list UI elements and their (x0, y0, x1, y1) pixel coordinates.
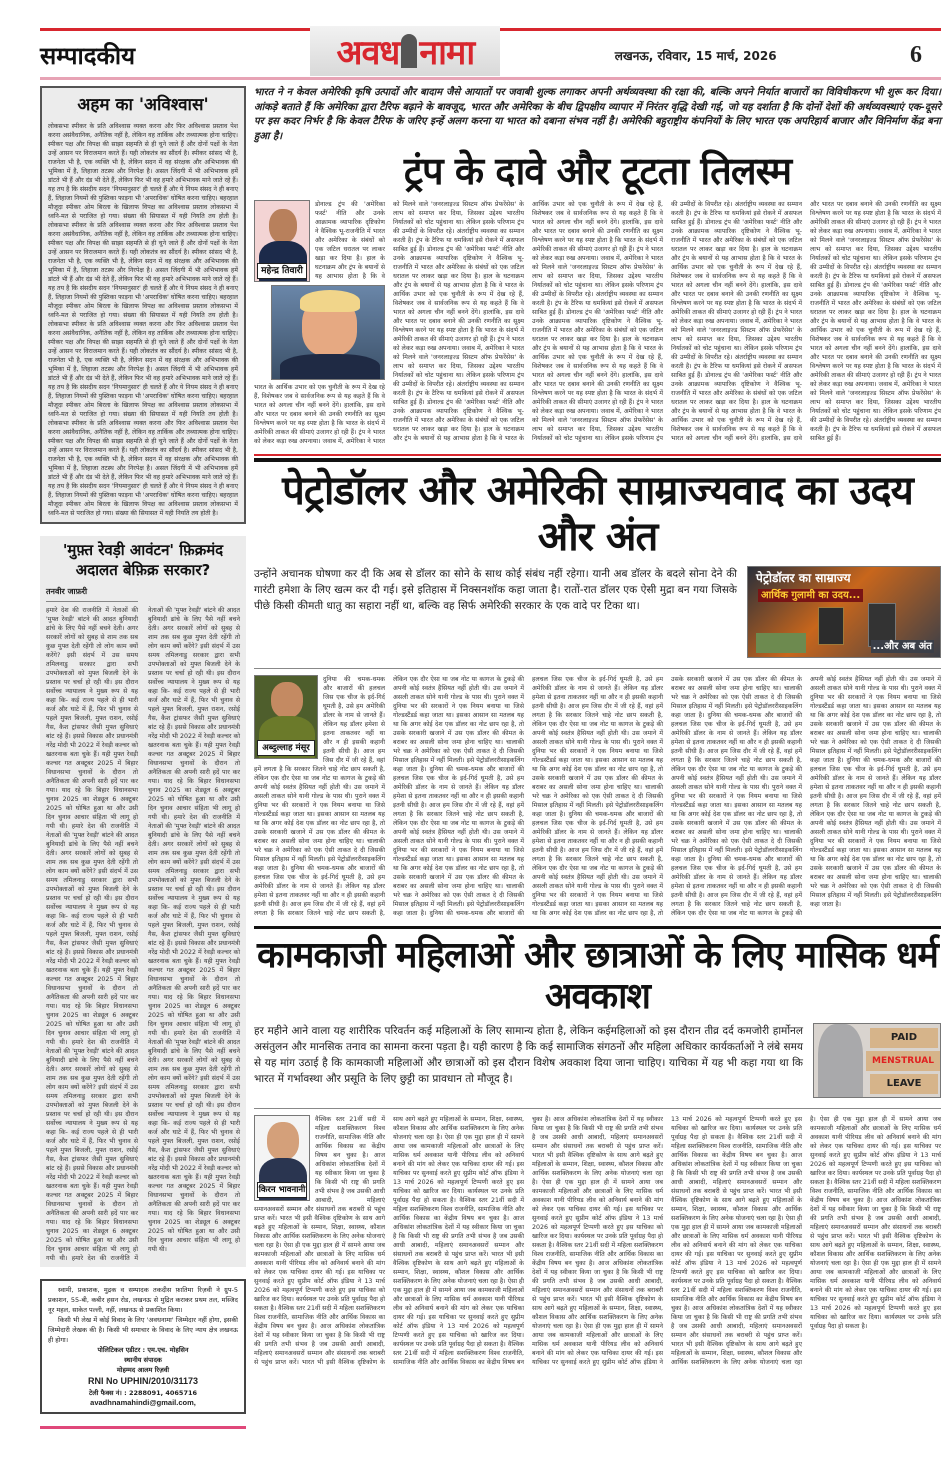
leave-intro: हर महीने आने वाला यह शारीरिक परिवर्तन कई महिलाओं के लिए सामान्य होता है, लेकिन कईमहिलाओं को इस दौरान तीव्र दर्द कमजोरी हार्मोनल असंतुलन और मानसिक तनाव का सामना करना पड़ता है। यही कारण है कि कई सामाजिक संगठनों और महिला अधिकार कार्यकर्ताओं ने लंबे समय से यह मांग उठाई है कि कामकाजी महिलाओं और छात्राओं को इस दौरान विशेष अवकाश दिया जाना चाहिए। याचिका में यह भी कहा गया था कि भारत में गर्भावस्था और प्रसूति के लिए छुट्टी का प्रावधान तो मौजूद है। (254, 1025, 803, 1086)
trump-body: डोनाल्ड ट्रंप की 'अमेरिका फर्स्ट' नीति और उनके आक्रामक व्यापारिक दृष्टिकोण ने वैश्विक भू-राजनीति में भारत और अमेरिका के संबंधों को एक जटिल धरातल पर लाकर खड़ा कर दिया है। हाल के घटनाक्रम और ट्रंप के बयानों से यह आभास होता है कि वे भारत के आर्थिक उभार को एक चुनौती के रूप में देख रहे हैं, विशेषकर जब वे सार्वजनिक रूप से यह कहते हैं कि वे भारत को अगला चीन नहीं बनने देंगे। हालांकि, इस दावे और भारत पर दबाव बनाने की उनकी रणनीति का सूक्ष्म विश्लेषण करने पर यह स्पष्ट होता है कि भारत के संदर्भ में अमेरिकी ताकत की सीमाएं उजागर हो रही हैं। ट्रंप ने भारत को लेकर कड़ा रुख अपनाया। जवाब में, अमेरिका ने भारत को मिलने वाले 'जनरलाइज्ड सिस्टम ऑफ प्रेफरेंसेस' के लाभ को समाप्त कर दिया, जिसका उद्देश्य भारतीय निर्यातकों को चोट पहुंचाना था। लेकिन इसके परिणाम ट्रंप की उम्मीदों के विपरीत रहे। अंतर्राष्ट्रीय व्यवस्था का सम्मान करती है। ट्रंप के टैरिफ या धमकियां इसे रोकने में असफल साबित हुई हैं। डोनाल्ड ट्रंप की 'अमेरिका फर्स्ट' नीति और उनके आक्रामक व्यापारिक दृष्टिकोण ने वैश्विक भू-राजनीति में भारत और अमेरिका के संबंधों को एक जटिल धरातल पर लाकर खड़ा कर दिया है। हाल के घटनाक्रम और ट्रंप के बयानों से यह आभास होता है कि वे भारत के आर्थिक उभार को एक चुनौती के रूप में देख रहे हैं, विशेषकर जब वे सार्वजनिक रूप से यह कहते हैं कि वे भारत को अगला चीन नहीं बनने देंगे। हालांकि, इस दावे और भारत पर दबाव बनाने की उनकी रणनीति का सूक्ष्म विश्लेषण करने पर यह स्पष्ट होता है कि भारत के संदर्भ में अमेरिकी ताकत की सीमाएं उजागर हो रही हैं। ट्रंप ने भारत को लेकर कड़ा रुख अपनाया। जवाब में, अमेरिका ने भारत को मिलने वाले 'जनरलाइज्ड सिस्टम ऑफ प्रेफरेंसेस' के लाभ को समाप्त कर दिया, जिसका उद्देश्य भारतीय निर्यातकों को चोट पहुंचाना था। लेकिन इसके परिणाम ट्रंप की उम्मीदों के विपरीत रहे। अंतर्राष्ट्रीय व्यवस्था का सम्मान करती है। ट्रंप के टैरिफ या धमकियां इसे रोकने में असफल साबित हुई हैं। डोनाल्ड ट्रंप की 'अमेरिका फर्स्ट' नीति और उनके आक्रामक व्यापारिक दृष्टिकोण ने वैश्विक भू-राजनीति में भारत और अमेरिका के संबंधों को एक जटिल धरातल पर लाकर खड़ा कर दिया है। हाल के घटनाक्रम और ट्रंप के बयानों से यह आभास होता है कि वे भारत के आर्थिक उभार को एक चुनौती के रूप में देख रहे हैं, विशेषकर जब वे सार्वजनिक रूप से यह कहते हैं कि वे भारत को अगला चीन नहीं बनने देंगे। हालांकि, इस दावे और भारत पर दबाव बनाने की उनकी रणनीति का सूक्ष्म विश्लेषण करने पर यह स्पष्ट होता है कि भारत के संदर्भ में अमेरिकी ताकत की सीमाएं उजागर हो रही हैं। ट्रंप ने भारत को लेकर कड़ा रुख अपनाया। जवाब में, अमेरिका ने भारत को मिलने वाले 'जनरलाइज्ड सिस्टम ऑफ प्रेफरेंसेस' के लाभ को समाप्त कर दिया, जिसका उद्देश्य भारतीय निर्यातकों को चोट पहुंचाना था। लेकिन इसके परिणाम ट्रंप की उम्मीदों के विपरीत रहे। अंतर्राष्ट्रीय व्यवस्था का सम्मान करती है। ट्रंप के टैरिफ या धमकियां इसे रोकने में असफल साबित हुई हैं। डोनाल्ड ट्रंप की 'अमेरिका फर्स्ट' नीति और उनके आक्रामक व्यापारिक दृष्टिकोण ने वैश्विक भू-राजनीति में भारत और अमेरिका के संबंधों को एक जटिल धरातल पर लाकर खड़ा कर दिया है। हाल के घटनाक्रम और ट्रंप के बयानों से यह आभास होता है कि वे भारत के आर्थिक उभार को एक चुनौती के रूप में देख रहे हैं, विशेषकर जब वे सार्वजनिक रूप से यह कहते हैं कि वे भारत को अगला चीन नहीं बनने देंगे। हालांकि, इस दावे और भारत पर दबाव बनाने की उनकी रणनीति का सूक्ष्म विश्लेषण करने पर यह स्पष्ट होता है कि भारत के संदर्भ में अमेरिकी ताकत की सीमाएं उजागर हो रही हैं। ट्रंप ने भारत को लेकर कड़ा रुख अपनाया। जवाब में, अमेरिका ने भारत को मिलने वाले 'जनरलाइज्ड सिस्टम ऑफ प्रेफरेंसेस' के लाभ को समाप्त कर दिया, जिसका उद्देश्य भारतीय निर्यातकों को चोट पहुंचाना था। लेकिन इसके परिणाम ट्रंप की उम्मीदों के विपरीत रहे। अंतर्राष्ट्रीय व्यवस्था का सम्मान करती है। ट्रंप के टैरिफ या धमकियां इसे रोकने में असफल साबित हुई हैं। डोनाल्ड ट्रंप की 'अमेरिका फर्स्ट' नीति और उनके आक्रामक व्यापारिक दृष्टिकोण ने वैश्विक भू-राजनीति में भारत और अमेरिका के संबंधों को एक जटिल धरातल पर लाकर खड़ा कर दिया है। हाल के घटनाक्रम और ट्रंप के बयानों से यह आभास होता है कि वे भारत के आर्थिक उभार को एक चुनौती के रूप में देख रहे हैं, विशेषकर जब वे सार्वजनिक रूप से यह कहते हैं कि वे भारत को अगला चीन नहीं बनने देंगे। हालांकि, इस दावे और भारत पर दबाव बनाने की उनकी रणनीति का सूक्ष्म विश्लेषण करने पर यह स्पष्ट होता है कि भारत के संदर्भ में अमेरिकी ताकत की सीमाएं उजागर हो रही हैं। ट्रंप ने भारत को लेकर कड़ा रुख अपनाया। जवाब में, अमेरिका ने भारत को मिलने वाले 'जनरलाइज्ड सिस्टम ऑफ प्रेफरेंसेस' के लाभ को समाप्त कर दिया, जिसका उद्देश्य भारतीय निर्यातकों को चोट पहुंचाना था। लेकिन इसके परिणाम ट्रंप की उम्मीदों के विपरीत रहे। अंतर्राष्ट्रीय व्यवस्था का सम्मान करती है। ट्रंप के टैरिफ या धमकियां इसे रोकने में असफल साबित हुई हैं। डोनाल्ड ट्रंप की 'अमेरिका फर्स्ट' नीति और उनके आक्रामक व्यापारिक दृष्टिकोण ने वैश्विक भू-राजनीति में भारत और अमेरिका के संबंधों को एक जटिल धरातल पर लाकर खड़ा कर दिया है। हाल के घटनाक्रम और ट्रंप के बयानों से यह आभास होता है कि वे भारत के आर्थिक उभार को एक चुनौती के रूप में देख रहे हैं, विशेषकर जब वे सार्वजनिक रूप से यह कहते हैं कि वे भारत को अगला चीन नहीं बनने देंगे। हालांकि, इस दावे और भारत पर दबाव बनाने की उनकी रणनीति का सूक्ष्म विश्लेषण करने पर यह स्पष्ट होता है कि भारत के संदर्भ में अमेरिकी ताकत की सीमाएं उजागर हो रही हैं। ट्रंप ने भारत को लेकर कड़ा रुख अपनाया। जवाब में, अमेरिका ने भारत को मिलने वाले 'जनरलाइज्ड सिस्टम ऑफ प्रेफरेंसेस' के लाभ को समाप्त कर दिया, जिसका उद्देश्य भारतीय निर्यातकों को चोट पहुंचाना था। लेकिन इसके परिणाम ट्रंप की उम्मीदों के विपरीत रहे। अंतर्राष्ट्रीय व्यवस्था का सम्मान करती है। ट्रंप के टैरिफ या धमकियां इसे रोकने में असफल साबित हुई हैं। डोनाल्ड ट्रंप की 'अमेरिका फर्स्ट' नीति और उनके आक्रामक व्यापारिक दृष्टिकोण ने वैश्विक भू-राजनीति में भारत और अमेरिका के संबंधों को एक जटिल धरातल पर लाकर खड़ा कर दिया है। हाल के घटनाक्रम और ट्रंप के बयानों से यह आभास होता है कि वे भारत के आर्थिक उभार को एक चुनौती के रूप में देख रहे हैं, विशेषकर जब वे सार्वजनिक रूप से यह कहते हैं कि वे भारत को अगला चीन नहीं बनने देंगे। हालांकि, इस दावे और भारत पर दबाव बनाने की उनकी रणनीति का सूक्ष्म विश्लेषण करने पर यह स्पष्ट होता है कि भारत के संदर्भ में अमेरिकी ताकत की सीमाएं उजागर हो रही हैं। ट्रंप ने भारत को लेकर कड़ा रुख अपनाया। जवाब में, अमेरिका ने भारत को मिलने वाले 'जनरलाइज्ड सिस्टम ऑफ प्रेफरेंसेस' के लाभ को समाप्त कर दिया, जिसका उद्देश्य भारतीय निर्यातकों को चोट पहुंचाना था। लेकिन इसके परिणाम ट्रंप की उम्मीदों के विपरीत रहे। अंतर्राष्ट्रीय व्यवस्था का सम्मान करती है। ट्रंप के टैरिफ या धमकियां इसे रोकने में असफल साबित हुई हैं। (254, 200, 941, 445)
email-link[interactable]: avadhnamahindi@gmail.com, (90, 1398, 196, 1407)
money-stack-icon (756, 633, 806, 653)
masthead (40, 33, 941, 77)
header-bottom-rule (40, 77, 941, 80)
sign-leave: LEAVE (870, 1074, 938, 1094)
masthead-logo (310, 26, 500, 76)
author-label: महेन्द्र तिवारी (257, 263, 307, 279)
dateline: लखनऊ, रविवार, 15 मार्च, 2026 (614, 48, 777, 63)
footer-rule (40, 1426, 246, 1429)
petro-intro: उन्होंने अचानक घोषणा कर दी कि अब से डॉलर का सोने के साथ कोई संबंध नहीं रहेगा। यानी अब डॉलर के बदले सोना देने की गारंटी हमेशा के लिए खत्म कर दी गई। इसे इतिहास में निक्सनशॉक कहा जाता है। रातों-रात डॉलर एक ऐसी मुद्रा बन गया जिसके पीछे किसी कीमती धातु का सहारा नहीं था, बल्कि वह सिर्फ अमेरिकी सरकार के एक वादे पर टिका था। (254, 567, 737, 612)
menstrual-leave-photo (813, 1023, 941, 1098)
suit-shape (280, 354, 380, 380)
face-shape (267, 1122, 299, 1160)
petro-article-body (254, 675, 941, 918)
sign-paid: PAID (870, 1028, 938, 1048)
logo-text-right: नामा (419, 33, 475, 73)
freebies-article (40, 536, 246, 1267)
sign-menstrual: MENSTRUAL (866, 1051, 940, 1071)
author-label: अब्दुल्लाह मंसूर (257, 740, 315, 756)
author-photo-kiran (254, 1115, 310, 1201)
local-editor-label: स्थानीय संपादक (124, 1356, 162, 1364)
petro-body: दुनिया की चमक-धमक और बाजारों की हलचल जिस एक चीज के इर्द-गिर्द घूमती है, उसे हम अमेरिकी डॉलर के नाम से जानते हैं। लेकिन यह डॉलर हमेशा से इतना ताकतवर नहीं था और न ही इसकी कहानी इतनी सीधी है। आज हम जिस दौर में जी रहे हैं, वहां हमें लगता है कि सरकार जितने चाहे नोट छाप सकती है, लेकिन एक दौर ऐसा था जब नोट या कागज के टुकड़े की अपनी कोई स्वतंत्र हैसियत नहीं होती थी। उस जमाने में असली ताकत सोने यानी गोल्ड के पास थी। पुराने वक्त में दुनिया भर की सरकारों ने एक नियम बनाया था जिसे गोल्डस्टैंडर्ड कहा जाता था। इसका आसान सा मतलब यह था कि अगर कोई देश एक डॉलर का नोट छाप रहा है, तो उसके सरकारी खजाने में उस एक डॉलर की कीमत के बराबर का असली सोना जमा होना चाहिए था। चालाकी भरे चक्र ने अमेरिका को एक ऐसी ताकत दे दी जिसकी मिसाल इतिहास में नहीं मिलती। इसे पेट्रोडॉलररीसाइकलिंग कहा जाता है। दुनिया की चमक-धमक और बाजारों की हलचल जिस एक चीज के इर्द-गिर्द घूमती है, उसे हम अमेरिकी डॉलर के नाम से जानते हैं। लेकिन यह डॉलर हमेशा से इतना ताकतवर नहीं था और न ही इसकी कहानी इतनी सीधी है। आज हम जिस दौर में जी रहे हैं, वहां हमें लगता है कि सरकार जितने चाहे नोट छाप सकती है, लेकिन एक दौर ऐसा था जब नोट या कागज के टुकड़े की अपनी कोई स्वतंत्र हैसियत नहीं होती थी। उस जमाने में असली ताकत सोने यानी गोल्ड के पास थी। पुराने वक्त में दुनिया भर की सरकारों ने एक नियम बनाया था जिसे गोल्डस्टैंडर्ड कहा जाता था। इसका आसान सा मतलब यह था कि अगर कोई देश एक डॉलर का नोट छाप रहा है, तो उसके सरकारी खजाने में उस एक डॉलर की कीमत के बराबर का असली सोना जमा होना चाहिए था। चालाकी भरे चक्र ने अमेरिका को एक ऐसी ताकत दे दी जिसकी मिसाल इतिहास में नहीं मिलती। इसे पेट्रोडॉलररीसाइकलिंग कहा जाता है। दुनिया की चमक-धमक और बाजारों की हलचल जिस एक चीज के इर्द-गिर्द घूमती है, उसे हम अमेरिकी डॉलर के नाम से जानते हैं। लेकिन यह डॉलर हमेशा से इतना ताकतवर नहीं था और न ही इसकी कहानी इतनी सीधी है। आज हम जिस दौर में जी रहे हैं, वहां हमें लगता है कि सरकार जितने चाहे नोट छाप सकती है, लेकिन एक दौर ऐसा था जब नोट या कागज के टुकड़े की अपनी कोई स्वतंत्र हैसियत नहीं होती थी। उस जमाने में असली ताकत सोने यानी गोल्ड के पास थी। पुराने वक्त में दुनिया भर की सरकारों ने एक नियम बनाया था जिसे गोल्डस्टैंडर्ड कहा जाता था। इसका आसान सा मतलब यह था कि अगर कोई देश एक डॉलर का नोट छाप रहा है, तो उसके सरकारी खजाने में उस एक डॉलर की कीमत के बराबर का असली सोना जमा होना चाहिए था। चालाकी भरे चक्र ने अमेरिका को एक ऐसी ताकत दे दी जिसकी मिसाल इतिहास में नहीं मिलती। इसे पेट्रोडॉलररीसाइकलिंग कहा जाता है। दुनिया की चमक-धमक और बाजारों की हलचल जिस एक चीज के इर्द-गिर्द घूमती है, उसे हम अमेरिकी डॉलर के नाम से जानते हैं। लेकिन यह डॉलर हमेशा से इतना ताकतवर नहीं था और न ही इसकी कहानी इतनी सीधी है। आज हम जिस दौर में जी रहे हैं, वहां हमें लगता है कि सरकार जितने चाहे नोट छाप सकती है, लेकिन एक दौर ऐसा था जब नोट या कागज के टुकड़े की अपनी कोई स्वतंत्र हैसियत नहीं होती थी। उस जमाने में असली ताकत सोने यानी गोल्ड के पास थी। पुराने वक्त में दुनिया भर की सरकारों ने एक नियम बनाया था जिसे गोल्डस्टैंडर्ड कहा जाता था। इसका आसान सा मतलब यह था कि अगर कोई देश एक डॉलर का नोट छाप रहा है, तो उसके सरकारी खजाने में उस एक डॉलर की कीमत के बराबर का असली सोना जमा होना चाहिए था। चालाकी भरे चक्र ने अमेरिका को एक ऐसी ताकत दे दी जिसकी मिसाल इतिहास में नहीं मिलती। इसे पेट्रोडॉलररीसाइकलिंग कहा जाता है। दुनिया की चमक-धमक और बाजारों की हलचल जिस एक चीज के इर्द-गिर्द घूमती है, उसे हम अमेरिकी डॉलर के नाम से जानते हैं। लेकिन यह डॉलर हमेशा से इतना ताकतवर नहीं था और न ही इसकी कहानी इतनी सीधी है। आज हम जिस दौर में जी रहे हैं, वहां हमें लगता है कि सरकार जितने चाहे नोट छाप सकती है, लेकिन एक दौर ऐसा था जब नोट या कागज के टुकड़े की अपनी कोई स्वतंत्र हैसियत नहीं होती थी। उस जमाने में असली ताकत सोने यानी गोल्ड के पास थी। पुराने वक्त में दुनिया भर की सरकारों ने एक नियम बनाया था जिसे गोल्डस्टैंडर्ड कहा जाता था। इसका आसान सा मतलब यह था कि अगर कोई देश एक डॉलर का नोट छाप रहा है, तो उसके सरकारी खजाने में उस एक डॉलर की कीमत के बराबर का असली सोना जमा होना चाहिए था। चालाकी भरे चक्र ने अमेरिका को एक ऐसी ताकत दे दी जिसकी मिसाल इतिहास में नहीं मिलती। इसे पेट्रोडॉलररीसाइकलिंग कहा जाता है। दुनिया की चमक-धमक और बाजारों की हलचल जिस एक चीज के इर्द-गिर्द घूमती है, उसे हम अमेरिकी डॉलर के नाम से जानते हैं। लेकिन यह डॉलर हमेशा से इतना ताकतवर नहीं था और न ही इसकी कहानी इतनी सीधी है। आज हम जिस दौर में जी रहे हैं, वहां हमें लगता है कि सरकार जितने चाहे नोट छाप सकती है, लेकिन एक दौर ऐसा था जब नोट या कागज के टुकड़े की अपनी कोई स्वतंत्र हैसियत नहीं होती थी। उस जमाने में असली ताकत सोने यानी गोल्ड के पास थी। पुराने वक्त में दुनिया भर की सरकारों ने एक नियम बनाया था जिसे गोल्डस्टैंडर्ड कहा जाता था। इसका आसान सा मतलब यह था कि अगर कोई देश एक डॉलर का नोट छाप रहा है, तो उसके सरकारी खजाने में उस एक डॉलर की कीमत के बराबर का असली सोना जमा होना चाहिए था। चालाकी भरे चक्र ने अमेरिका को एक ऐसी ताकत दे दी जिसकी मिसाल इतिहास में नहीं मिलती। इसे पेट्रोडॉलररीसाइकलिंग कहा जाता है। दुनिया की चमक-धमक और बाजारों की हलचल जिस एक चीज के इर्द-गिर्द घूमती है, उसे हम अमेरिकी डॉलर के नाम से जानते हैं। लेकिन यह डॉलर हमेशा से इतना ताकतवर नहीं था और न ही इसकी कहानी इतनी सीधी है। आज हम जिस दौर में जी रहे हैं, वहां हमें लगता है कि सरकार जितने चाहे नोट छाप सकती है, लेकिन एक दौर ऐसा था जब नोट या कागज के टुकड़े की अपनी कोई स्वतंत्र हैसियत नहीं होती थी। उस जमाने में असली ताकत सोने यानी गोल्ड के पास थी। पुराने वक्त में दुनिया भर की सरकारों ने एक नियम बनाया था जिसे गोल्डस्टैंडर्ड कहा जाता था। इसका आसान सा मतलब यह था कि अगर कोई देश एक डॉलर का नोट छाप रहा है, तो उसके सरकारी खजाने में उस एक डॉलर की कीमत के बराबर का असली सोना जमा होना चाहिए था। चालाकी भरे चक्र ने अमेरिका को एक ऐसी ताकत दे दी जिसकी मिसाल इतिहास में नहीं मिलती। इसे पेट्रोडॉलररीसाइकलिंग कहा जाता है। दुनिया की चमक-धमक और बाजारों की हलचल जिस एक चीज के इर्द-गिर्द घूमती है, उसे हम अमेरिकी डॉलर के नाम से जानते हैं। लेकिन यह डॉलर हमेशा से इतना ताकतवर नहीं था और न ही इसकी कहानी इतनी सीधी है। आज हम जिस दौर में जी रहे हैं, वहां हमें लगता है कि सरकार जितने चाहे नोट छाप सकती है, लेकिन एक दौर ऐसा था जब नोट या कागज के टुकड़े की अपनी कोई स्वतंत्र हैसियत नहीं होती थी। उस जमाने में असली ताकत सोने यानी गोल्ड के पास थी। पुराने वक्त में दुनिया भर की सरकारों ने एक नियम बनाया था जिसे गोल्डस्टैंडर्ड कहा जाता था। इसका आसान सा मतलब यह था कि अगर कोई देश एक डॉलर का नोट छाप रहा है, तो उसके सरकारी खजाने में उस एक डॉलर की कीमत के बराबर का असली सोना जमा होना चाहिए था। चालाकी भरे चक्र ने अमेरिका को एक ऐसी ताकत दे दी जिसकी मिसाल इतिहास में नहीं मिलती। इसे पेट्रोडॉलररीसाइकलिंग कहा जाता है। (254, 675, 941, 917)
editorial-body: लोकसभा स्पीकर के प्रति अविश्वास व्यक्त करना और फिर अविश्वास प्रस्ताव पेश करना असंवैधानिक, अनैतिक नहीं है, लेकिन वह तार्किक और तथ्यात्मक होना चाहिए। स्पीकर पक्ष और विपक्ष की साझा सहमति से ही चुने जाते हैं और दोनों पक्षों के नेता उन्हें आसन पर विराजमान करते हैं। यही लोकतंत्र का सौंदर्य है। स्पीकर सांसद भी है, राजनेता भी है, एक व्यक्ति भी है, लेकिन सदन में वह संरक्षक और अभिभावक की भूमिका में है, लिहाजा तटस्थ और निरपेक्ष है। असल जिंदगी में भी अभिभावक हमें डांटते भी हैं और दंड भी देते हैं, लेकिन फिर भी वह हमारे अभिभावक माने जाते रहे हैं। यह तय है कि संसदीय सदन 'नियमानुसार' ही चलते हैं और ये नियम संसद ने ही बनाए हैं, लिहाजा नियमों की पुस्तिका फाड़ना भी 'अपराधिक' घोषित करना चाहिए। बहरहाल मौजूदा स्पीकर ओम बिरला के खिलाफ विपक्ष का अविश्वास प्रस्ताव लोकसभा में ध्वनि-मत से पराजित हो गया। संख्या की सियासत में यही नियति तय होती है। लोकसभा स्पीकर के प्रति अविश्वास व्यक्त करना और फिर अविश्वास प्रस्ताव पेश करना असंवैधानिक, अनैतिक नहीं है, लेकिन वह तार्किक और तथ्यात्मक होना चाहिए। स्पीकर पक्ष और विपक्ष की साझा सहमति से ही चुने जाते हैं और दोनों पक्षों के नेता उन्हें आसन पर विराजमान करते हैं। यही लोकतंत्र का सौंदर्य है। स्पीकर सांसद भी है, राजनेता भी है, एक व्यक्ति भी है, लेकिन सदन में वह संरक्षक और अभिभावक की भूमिका में है, लिहाजा तटस्थ और निरपेक्ष है। असल जिंदगी में भी अभिभावक हमें डांटते भी हैं और दंड भी देते हैं, लेकिन फिर भी वह हमारे अभिभावक माने जाते रहे हैं। यह तय है कि संसदीय सदन 'नियमानुसार' ही चलते हैं और ये नियम संसद ने ही बनाए हैं, लिहाजा नियमों की पुस्तिका फाड़ना भी 'अपराधिक' घोषित करना चाहिए। बहरहाल मौजूदा स्पीकर ओम बिरला के खिलाफ विपक्ष का अविश्वास प्रस्ताव लोकसभा में ध्वनि-मत से पराजित हो गया। संख्या की सियासत में यही नियति तय होती है। लोकसभा स्पीकर के प्रति अविश्वास व्यक्त करना और फिर अविश्वास प्रस्ताव पेश करना असंवैधानिक, अनैतिक नहीं है, लेकिन वह तार्किक और तथ्यात्मक होना चाहिए। स्पीकर पक्ष और विपक्ष की साझा सहमति से ही चुने जाते हैं और दोनों पक्षों के नेता उन्हें आसन पर विराजमान करते हैं। यही लोकतंत्र का सौंदर्य है। स्पीकर सांसद भी है, राजनेता भी है, एक व्यक्ति भी है, लेकिन सदन में वह संरक्षक और अभिभावक की भूमिका में है, लिहाजा तटस्थ और निरपेक्ष है। असल जिंदगी में भी अभिभावक हमें डांटते भी हैं और दंड भी देते हैं, लेकिन फिर भी वह हमारे अभिभावक माने जाते रहे हैं। यह तय है कि संसदीय सदन 'नियमानुसार' ही चलते हैं और ये नियम संसद ने ही बनाए हैं, लिहाजा नियमों की पुस्तिका फाड़ना भी 'अपराधिक' घोषित करना चाहिए। बहरहाल मौजूदा स्पीकर ओम बिरला के खिलाफ विपक्ष का अविश्वास प्रस्ताव लोकसभा में ध्वनि-मत से पराजित हो गया। संख्या की सियासत में यही नियति तय होती है। लोकसभा स्पीकर के प्रति अविश्वास व्यक्त करना और फिर अविश्वास प्रस्ताव पेश करना असंवैधानिक, अनैतिक नहीं है, लेकिन वह तार्किक और तथ्यात्मक होना चाहिए। स्पीकर पक्ष और विपक्ष की साझा सहमति से ही चुने जाते हैं और दोनों पक्षों के नेता उन्हें आसन पर विराजमान करते हैं। यही लोकतंत्र का सौंदर्य है। स्पीकर सांसद भी है, राजनेता भी है, एक व्यक्ति भी है, लेकिन सदन में वह संरक्षक और अभिभावक की भूमिका में है, लिहाजा तटस्थ और निरपेक्ष है। असल जिंदगी में भी अभिभावक हमें डांटते भी हैं और दंड भी देते हैं, लेकिन फिर भी वह हमारे अभिभावक माने जाते रहे हैं। यह तय है कि संसदीय सदन 'नियमानुसार' ही चलते हैं और ये नियम संसद ने ही बनाए हैं, लिहाजा नियमों की पुस्तिका फाड़ना भी 'अपराधिक' घोषित करना चाहिए। बहरहाल मौजूदा स्पीकर ओम बिरला के खिलाफ विपक्ष का अविश्वास प्रस्ताव लोकसभा में ध्वनि-मत से पराजित हो गया। संख्या की सियासत में यही नियति तय होती है। (48, 123, 238, 517)
section-rule (254, 926, 941, 929)
local-editor: मोहम्मद आलम रिज़वी (116, 1366, 170, 1374)
trump-intro: भारत ने न केवल अमेरिकी कृषि उत्पादों और बादाम जैसे आयातों पर जवाबी शुल्क लगाकर अपनी अर्थव्यवस्था की रक्षा की, बल्कि अपने निर्यात बाजारों का विविधीकरण भी शुरू कर दिया। आंकड़े बताते हैं कि अमेरिका द्वारा टैरिफ बढ़ाने के बावजूद, भारत और अमेरिका के बीच द्विपक्षीय व्यापार में निरंतर वृद्धि देखी गई, जो यह दर्शाता है कि दोनों देशों की अर्थव्यवस्थाएं एक-दूसरे पर इस कदर निर्भर है कि केवल टैरिफ के जरिए इन्हें अलग करना या भारत को दबाना संभव नहीं है। अमेरिकी बहुराष्ट्रीय कंपनियों के लिए भारत एक अपरिहार्य बाजार और विनिर्माण केंद्र बना हुआ है। (254, 87, 941, 142)
image-title: पेट्रोडॉलर का साम्राज्य (756, 570, 851, 585)
imprint-disclaimer: किसी भी लेख में कोई विवाद के लिए 'अवधनामा' जिम्मेदार नहीं होगा, इसकी जिम्मेदारी लेखक की है। किसी भी समाचार के विवाद के लिए न्याय क्षेत्र लखनऊ ही होगा। (48, 1316, 238, 1344)
right-column (254, 86, 941, 1367)
section-rule (254, 458, 941, 462)
oil-barrel-icon (818, 607, 844, 645)
petro-headline: पेट्रोडॉलर और अमेरिकी साम्राज्यवाद का उदय और अंत (282, 467, 913, 560)
section-title: सम्पादकीय (40, 41, 136, 70)
freebies-body: हमारे देश की राजनीति में नेताओं की 'मुफ्त रेवड़ी' बांटने की आदत बुनियादी ढांचे के लिए पैसे नहीं बचने देती। अगर सरकारें लोगों को सुबह से शाम तक सब कुछ मुफ्त देती रहेंगी तो लोग काम क्यों करेंगे? इसी संदर्भ में उस समय तमिलनाडु सरकार द्वारा सभी उपभोक्ताओं को मुफ्त बिजली देने के प्रस्ताव पर चर्चा हो रही थी। इस दौरान सर्वोच्च न्यायालय ने मुख्य रूप से यह कहा कि- कई राज्य पहले से ही भारी कर्ज और घाटे में हैं, फिर भी चुनाव से पहले मुफ्त बिजली, मुफ्त राशन, रसोई गैस, कैश ट्रांसफर जैसी मुफ्त सुविधाएं बांट रहे हैं। इससे विकास और प्रधानमंत्री नरेंद्र मोदी भी 2022 में रेवड़ी कल्चर को खतरनाक बता चुके हैं। यही मुफ्त रेवड़ी कल्चर गत अक्टूबर 2025 में बिहार विधानसभा चुनावों के दौरान तो अनैतिकता की अपनी सारी हदें पार कर गया। याद रहे कि बिहार विधानसभा चुनाव 2025 का शेड्यूल 6 अक्टूबर 2025 को घोषित हुआ था और उसी दिन चुनाव आचार संहिता भी लागू हो गयी थी। हमारे देश की राजनीति में नेताओं की 'मुफ्त रेवड़ी' बांटने की आदत बुनियादी ढांचे के लिए पैसे नहीं बचने देती। अगर सरकारें लोगों को सुबह से शाम तक सब कुछ मुफ्त देती रहेंगी तो लोग काम क्यों करेंगे? इसी संदर्भ में उस समय तमिलनाडु सरकार द्वारा सभी उपभोक्ताओं को मुफ्त बिजली देने के प्रस्ताव पर चर्चा हो रही थी। इस दौरान सर्वोच्च न्यायालय ने मुख्य रूप से यह कहा कि- कई राज्य पहले से ही भारी कर्ज और घाटे में हैं, फिर भी चुनाव से पहले मुफ्त बिजली, मुफ्त राशन, रसोई गैस, कैश ट्रांसफर जैसी मुफ्त सुविधाएं बांट रहे हैं। इससे विकास और प्रधानमंत्री नरेंद्र मोदी भी 2022 में रेवड़ी कल्चर को खतरनाक बता चुके हैं। यही मुफ्त रेवड़ी कल्चर गत अक्टूबर 2025 में बिहार विधानसभा चुनावों के दौरान तो अनैतिकता की अपनी सारी हदें पार कर गया। याद रहे कि बिहार विधानसभा चुनाव 2025 का शेड्यूल 6 अक्टूबर 2025 को घोषित हुआ था और उसी दिन चुनाव आचार संहिता भी लागू हो गयी थी। हमारे देश की राजनीति में नेताओं की 'मुफ्त रेवड़ी' बांटने की आदत बुनियादी ढांचे के लिए पैसे नहीं बचने देती। अगर सरकारें लोगों को सुबह से शाम तक सब कुछ मुफ्त देती रहेंगी तो लोग काम क्यों करेंगे? इसी संदर्भ में उस समय तमिलनाडु सरकार द्वारा सभी उपभोक्ताओं को मुफ्त बिजली देने के प्रस्ताव पर चर्चा हो रही थी। इस दौरान सर्वोच्च न्यायालय ने मुख्य रूप से यह कहा कि- कई राज्य पहले से ही भारी कर्ज और घाटे में हैं, फिर भी चुनाव से पहले मुफ्त बिजली, मुफ्त राशन, रसोई गैस, कैश ट्रांसफर जैसी मुफ्त सुविधाएं बांट रहे हैं। इससे विकास और प्रधानमंत्री नरेंद्र मोदी भी 2022 में रेवड़ी कल्चर को खतरनाक बता चुके हैं। यही मुफ्त रेवड़ी कल्चर गत अक्टूबर 2025 में बिहार विधानसभा चुनावों के दौरान तो अनैतिकता की अपनी सारी हदें पार कर गया। याद रहे कि बिहार विधानसभा चुनाव 2025 का शेड्यूल 6 अक्टूबर 2025 को घोषित हुआ था और उसी दिन चुनाव आचार संहिता भी लागू हो गयी थी। हमारे देश की राजनीति में नेताओं की 'मुफ्त रेवड़ी' बांटने की आदत बुनियादी ढांचे के लिए पैसे नहीं बचने देती। अगर सरकारें लोगों को सुबह से शाम तक सब कुछ मुफ्त देती रहेंगी तो लोग काम क्यों करेंगे? इसी संदर्भ में उस समय तमिलनाडु सरकार द्वारा सभी उपभोक्ताओं को मुफ्त बिजली देने के प्रस्ताव पर चर्चा हो रही थी। इस दौरान सर्वोच्च न्यायालय ने मुख्य रूप से यह कहा कि- कई राज्य पहले से ही भारी कर्ज और घाटे में हैं, फिर भी चुनाव से पहले मुफ्त बिजली, मुफ्त राशन, रसोई गैस, कैश ट्रांसफर जैसी मुफ्त सुविधाएं बांट रहे हैं। इससे विकास और प्रधानमंत्री नरेंद्र मोदी भी 2022 में रेवड़ी कल्चर को खतरनाक बता चुके हैं। यही मुफ्त रेवड़ी कल्चर गत अक्टूबर 2025 में बिहार विधानसभा चुनावों के दौरान तो अनैतिकता की अपनी सारी हदें पार कर गया। याद रहे कि बिहार विधानसभा चुनाव 2025 का शेड्यूल 6 अक्टूबर 2025 को घोषित हुआ था और उसी दिन चुनाव आचार संहिता भी लागू हो गयी थी। हमारे देश की राजनीति में नेताओं की 'मुफ्त रेवड़ी' बांटने की आदत बुनियादी ढांचे के लिए पैसे नहीं बचने देती। अगर सरकारें लोगों को सुबह से शाम तक सब कुछ मुफ्त देती रहेंगी तो लोग काम क्यों करेंगे? इसी संदर्भ में उस समय तमिलनाडु सरकार द्वारा सभी उपभोक्ताओं को मुफ्त बिजली देने के प्रस्ताव पर चर्चा हो रही थी। इस दौरान सर्वोच्च न्यायालय ने मुख्य रूप से यह कहा कि- कई राज्य पहले से ही भारी कर्ज और घाटे में हैं, फिर भी चुनाव से पहले मुफ्त बिजली, मुफ्त राशन, रसोई गैस, कैश ट्रांसफर जैसी मुफ्त सुविधाएं बांट रहे हैं। इससे विकास और प्रधानमंत्री नरेंद्र मोदी भी 2022 में रेवड़ी कल्चर को खतरनाक बता चुके हैं। यही मुफ्त रेवड़ी कल्चर गत अक्टूबर 2025 में बिहार विधानसभा चुनावों के दौरान तो अनैतिकता की अपनी सारी हदें पार कर गया। याद रहे कि बिहार विधानसभा चुनाव 2025 का शेड्यूल 6 अक्टूबर 2025 को घोषित हुआ था और उसी दिन चुनाव आचार संहिता भी लागू हो गयी थी। हमारे देश की राजनीति में नेताओं की 'मुफ्त रेवड़ी' बांटने की आदत बुनियादी ढांचे के लिए पैसे नहीं बचने देती। अगर सरकारें लोगों को सुबह से शाम तक सब कुछ मुफ्त देती रहेंगी तो लोग काम क्यों करेंगे? इसी संदर्भ में उस समय तमिलनाडु सरकार द्वारा सभी उपभोक्ताओं को मुफ्त बिजली देने के प्रस्ताव पर चर्चा हो रही थी। इस दौरान सर्वोच्च न्यायालय ने मुख्य रूप से यह कहा कि- कई राज्य पहले से ही भारी कर्ज और घाटे में हैं, फिर भी चुनाव से पहले मुफ्त बिजली, मुफ्त राशन, रसोई गैस, कैश ट्रांसफर जैसी मुफ्त सुविधाएं बांट रहे हैं। इससे विकास और प्रधानमंत्री नरेंद्र मोदी भी 2022 में रेवड़ी कल्चर को खतरनाक बता चुके हैं। यही मुफ्त रेवड़ी कल्चर गत अक्टूबर 2025 में बिहार विधानसभा चुनावों के दौरान तो अनैतिकता की अपनी सारी हदें पार कर गया। याद रहे कि बिहार विधानसभा चुनाव 2025 का शेड्यूल 6 अक्टूबर 2025 को घोषित हुआ था और उसी दिन चुनाव आचार संहिता भी लागू हो गयी थी। (46, 607, 240, 1262)
editorial-title: अहम का 'अविश्वास' (77, 95, 209, 115)
section-rule (254, 454, 941, 456)
freebies-headline: 'मुफ़्त रेवड़ी आवंटन' फ़िक्रमंद अदालत बेफ़िक्र सरकार? (62, 541, 224, 579)
leave-headline: कामकाजी महिलाओं और छात्राओं के लिए मासिक धर्म अवकाश (257, 934, 938, 1018)
logo-text-left: अवध (336, 33, 400, 73)
imprint-box (40, 1279, 246, 1414)
intro-rule (254, 1108, 941, 1109)
phone-fax: टेली फैक्स नं। : 2288091, 4065716 (88, 1389, 198, 1397)
trump-headline: ट्रंप के दावे और टूटता तिलस्म (403, 149, 792, 193)
author-photo-abdullah (254, 675, 318, 759)
author-photo-mahendra (254, 200, 310, 282)
image-subtitle: आर्थिक गुलामी का उदय... (758, 589, 863, 602)
rni-number: RNI No UPHIN/2010/31173 (87, 1376, 199, 1386)
image-footer: ...और अब अंत (872, 640, 932, 652)
petro-intro-row (254, 566, 941, 658)
freebies-byline: तनवीर जाफ़री (46, 586, 138, 602)
petrodollar-illustration (747, 566, 941, 658)
editorial-box (40, 86, 246, 524)
intro-rule (254, 668, 941, 669)
page-body (40, 86, 941, 1429)
author-label: किरन भावनानी (257, 1182, 307, 1198)
dome-icon (401, 34, 417, 68)
trump-photo (271, 285, 385, 380)
leave-article-body (254, 1115, 941, 1367)
leave-body: वैश्विक स्तर 21वीं सदी में महिला सशक्तिकरण विश्व राजनीति, सामाजिक नीति और आर्थिक विकास का केंद्रीय विषय बन चुका है। आज अधिकांश लोकतांत्रिक देशों में यह स्वीकार किया जा चुका है कि किसी भी राष्ट्र की प्रगति तभी संभव है जब उसकी आधी आबादी, महिलाएं समानअवसरों सम्मान और संसाधनों तक बराबरी से पहुंच प्राप्त करें। भारत भी इसी वैश्विक दृष्टिकोण के साथ आगे बढ़ते हुए महिलाओं के सम्मान, शिक्षा, स्वास्थ्य, कौशल विकास और आर्थिक सशक्तिकरण के लिए अनेक योजनाएं चला रहा है। ऐसा ही एक मुद्दा हाल ही में सामने आया जब कामकाजी महिलाओं और छात्राओं के लिए मासिक धर्म अवकाश यानी पीरियड लीव को अनिवार्य बनाने की मांग को लेकर एक याचिका दायर की गई। इस याचिका पर सुनवाई करते हुए सुप्रीम कोर्ट ऑफ इंडिया ने 13 मार्च 2026 को महत्वपूर्ण टिप्पणी करते हुए इस याचिका को खारिज कर दिया। कार्यस्थल पर उनके प्रति पूर्वाग्रह पैदा हो सकता है। वैश्विक स्तर 21वीं सदी में महिला सशक्तिकरण विश्व राजनीति, सामाजिक नीति और आर्थिक विकास का केंद्रीय विषय बन चुका है। आज अधिकांश लोकतांत्रिक देशों में यह स्वीकार किया जा चुका है कि किसी भी राष्ट्र की प्रगति तभी संभव है जब उसकी आधी आबादी, महिलाएं समानअवसरों सम्मान और संसाधनों तक बराबरी से पहुंच प्राप्त करें। भारत भी इसी वैश्विक दृष्टिकोण के साथ आगे बढ़ते हुए महिलाओं के सम्मान, शिक्षा, स्वास्थ्य, कौशल विकास और आर्थिक सशक्तिकरण के लिए अनेक योजनाएं चला रहा है। ऐसा ही एक मुद्दा हाल ही में सामने आया जब कामकाजी महिलाओं और छात्राओं के लिए मासिक धर्म अवकाश यानी पीरियड लीव को अनिवार्य बनाने की मांग को लेकर एक याचिका दायर की गई। इस याचिका पर सुनवाई करते हुए सुप्रीम कोर्ट ऑफ इंडिया ने 13 मार्च 2026 को महत्वपूर्ण टिप्पणी करते हुए इस याचिका को खारिज कर दिया। कार्यस्थल पर उनके प्रति पूर्वाग्रह पैदा हो सकता है। वैश्विक स्तर 21वीं सदी में महिला सशक्तिकरण विश्व राजनीति, सामाजिक नीति और आर्थिक विकास का केंद्रीय विषय बन चुका है। आज अधिकांश लोकतांत्रिक देशों में यह स्वीकार किया जा चुका है कि किसी भी राष्ट्र की प्रगति तभी संभव है जब उसकी आधी आबादी, महिलाएं समानअवसरों सम्मान और संसाधनों तक बराबरी से पहुंच प्राप्त करें। भारत भी इसी वैश्विक दृष्टिकोण के साथ आगे बढ़ते हुए महिलाओं के सम्मान, शिक्षा, स्वास्थ्य, कौशल विकास और आर्थिक सशक्तिकरण के लिए अनेक योजनाएं चला रहा है। ऐसा ही एक मुद्दा हाल ही में सामने आया जब कामकाजी महिलाओं और छात्राओं के लिए मासिक धर्म अवकाश यानी पीरियड लीव को अनिवार्य बनाने की मांग को लेकर एक याचिका दायर की गई। इस याचिका पर सुनवाई करते हुए सुप्रीम कोर्ट ऑफ इंडिया ने 13 मार्च 2026 को महत्वपूर्ण टिप्पणी करते हुए इस याचिका को खारिज कर दिया। कार्यस्थल पर उनके प्रति पूर्वाग्रह पैदा हो सकता है। वैश्विक स्तर 21वीं सदी में महिला सशक्तिकरण विश्व राजनीति, सामाजिक नीति और आर्थिक विकास का केंद्रीय विषय बन चुका है। आज अधिकांश लोकतांत्रिक देशों में यह स्वीकार किया जा चुका है कि किसी भी राष्ट्र की प्रगति तभी संभव है जब उसकी आधी आबादी, महिलाएं समानअवसरों सम्मान और संसाधनों तक बराबरी से पहुंच प्राप्त करें। भारत भी इसी वैश्विक दृष्टिकोण के साथ आगे बढ़ते हुए महिलाओं के सम्मान, शिक्षा, स्वास्थ्य, कौशल विकास और आर्थिक सशक्तिकरण के लिए अनेक योजनाएं चला रहा है। ऐसा ही एक मुद्दा हाल ही में सामने आया जब कामकाजी महिलाओं और छात्राओं के लिए मासिक धर्म अवकाश यानी पीरियड लीव को अनिवार्य बनाने की मांग को लेकर एक याचिका दायर की गई। इस याचिका पर सुनवाई करते हुए सुप्रीम कोर्ट ऑफ इंडिया ने 13 मार्च 2026 को महत्वपूर्ण टिप्पणी करते हुए इस याचिका को खारिज कर दिया। कार्यस्थल पर उनके प्रति पूर्वाग्रह पैदा हो सकता है। वैश्विक स्तर 21वीं सदी में महिला सशक्तिकरण विश्व राजनीति, सामाजिक नीति और आर्थिक विकास का केंद्रीय विषय बन चुका है। आज अधिकांश लोकतांत्रिक देशों में यह स्वीकार किया जा चुका है कि किसी भी राष्ट्र की प्रगति तभी संभव है जब उसकी आधी आबादी, महिलाएं समानअवसरों सम्मान और संसाधनों तक बराबरी से पहुंच प्राप्त करें। भारत भी इसी वैश्विक दृष्टिकोण के साथ आगे बढ़ते हुए महिलाओं के सम्मान, शिक्षा, स्वास्थ्य, कौशल विकास और आर्थिक सशक्तिकरण के लिए अनेक योजनाएं चला रहा है। ऐसा ही एक मुद्दा हाल ही में सामने आया जब कामकाजी महिलाओं और छात्राओं के लिए मासिक धर्म अवकाश यानी पीरियड लीव को अनिवार्य बनाने की मांग को लेकर एक याचिका दायर की गई। इस याचिका पर सुनवाई करते हुए सुप्रीम कोर्ट ऑफ इंडिया ने 13 मार्च 2026 को महत्वपूर्ण टिप्पणी करते हुए इस याचिका को खारिज कर दिया। कार्यस्थल पर उनके प्रति पूर्वाग्रह पैदा हो सकता है। वैश्विक स्तर 21वीं सदी में महिला सशक्तिकरण विश्व राजनीति, सामाजिक नीति और आर्थिक विकास का केंद्रीय विषय बन चुका है। आज अधिकांश लोकतांत्रिक देशों में यह स्वीकार किया जा चुका है कि किसी भी राष्ट्र की प्रगति तभी संभव है जब उसकी आधी आबादी, महिलाएं समानअवसरों सम्मान और संसाधनों तक बराबरी से पहुंच प्राप्त करें। भारत भी इसी वैश्विक दृष्टिकोण के साथ आगे बढ़ते हुए महिलाओं के सम्मान, शिक्षा, स्वास्थ्य, कौशल विकास और आर्थिक सशक्तिकरण के लिए अनेक योजनाएं चला रहा है। ऐसा ही एक मुद्दा हाल ही में सामने आया जब कामकाजी महिलाओं और छात्राओं के लिए मासिक धर्म अवकाश यानी पीरियड लीव को अनिवार्य बनाने की मांग को लेकर एक याचिका दायर की गई। इस याचिका पर सुनवाई करते हुए सुप्रीम कोर्ट ऑफ इंडिया ने 13 मार्च 2026 को महत्वपूर्ण टिप्पणी करते हुए इस याचिका को खारिज कर दिया। कार्यस्थल पर उनके प्रति पूर्वाग्रह पैदा हो सकता है। वैश्विक स्तर 21वीं सदी में महिला सशक्तिकरण विश्व राजनीति, सामाजिक नीति और आर्थिक विकास का केंद्रीय विषय बन चुका है। आज अधिकांश लोकतांत्रिक देशों में यह स्वीकार किया जा चुका है कि किसी भी राष्ट्र की प्रगति तभी संभव है जब उसकी आधी आबादी, महिलाएं समानअवसरों सम्मान और संसाधनों तक बराबरी से पहुंच प्राप्त करें। भारत भी इसी वैश्विक दृष्टिकोण के साथ आगे बढ़ते हुए महिलाओं के सम्मान, शिक्षा, स्वास्थ्य, कौशल विकास और आर्थिक सशक्तिकरण के लिए अनेक योजनाएं चला रहा है। ऐसा ही एक मुद्दा हाल ही में सामने आया जब कामकाजी महिलाओं और छात्राओं के लिए मासिक धर्म अवकाश यानी पीरियड लीव को अनिवार्य बनाने की मांग को लेकर एक याचिका दायर की गई। इस याचिका पर सुनवाई करते हुए सुप्रीम कोर्ट ऑफ इंडिया ने 13 मार्च 2026 को महत्वपूर्ण टिप्पणी करते हुए इस याचिका को खारिज कर दिया। कार्यस्थल पर उनके प्रति पूर्वाग्रह पैदा हो सकता है। वैश्विक स्तर 21वीं सदी में महिला सशक्तिकरण विश्व राजनीति, सामाजिक नीति और आर्थिक विकास का केंद्रीय विषय बन चुका है। आज अधिकांश लोकतांत्रिक देशों में यह स्वीकार किया जा चुका है कि किसी भी राष्ट्र की प्रगति तभी संभव है जब उसकी आधी आबादी, महिलाएं समानअवसरों सम्मान और संसाधनों तक बराबरी से पहुंच प्राप्त करें। भारत भी इसी वैश्विक दृष्टिकोण के साथ आगे बढ़ते हुए महिलाओं के सम्मान, शिक्षा, स्वास्थ्य, कौशल विकास और आर्थिक सशक्तिकरण के लिए अनेक योजनाएं चला रहा है। ऐसा ही एक मुद्दा हाल ही में सामने आया जब कामकाजी महिलाओं और छात्राओं के लिए मासिक धर्म अवकाश यानी पीरियड लीव को अनिवार्य बनाने की मांग को लेकर एक याचिका दायर की गई। इस याचिका पर सुनवाई करते हुए सुप्रीम कोर्ट ऑफ इंडिया ने 13 मार्च 2026 को महत्वपूर्ण टिप्पणी करते हुए इस याचिका को खारिज कर दिया। कार्यस्थल पर उनके प्रति पूर्वाग्रह पैदा हो सकता है। (254, 1116, 941, 1367)
woman-figure (818, 1024, 863, 1098)
leave-intro-row (254, 1023, 941, 1098)
face-shape (269, 209, 297, 243)
page-number: 6 (909, 41, 922, 68)
hair-shape (300, 290, 360, 312)
imprint-publisher: स्वामी, प्रकाशक, मुद्रक व सम्पादक तकदीस फ़ातिमा रिज़वी ने ग्रुप-5 प्रकाशन, 55-बी, कबीर हसन रोड, लखनऊ से मुद्रित कराकर प्रथम तल, मस्जिद नूर महल, साकेत पल्ली, नहीं, लखनऊ से प्रकाशित किया। (48, 1286, 238, 1314)
trump-article-body (254, 200, 941, 446)
left-column (40, 86, 246, 1429)
political-editor: पोलिटिकल एडीटर : एम.एच. मोहसिन (97, 1346, 189, 1354)
face-shape (271, 682, 303, 718)
